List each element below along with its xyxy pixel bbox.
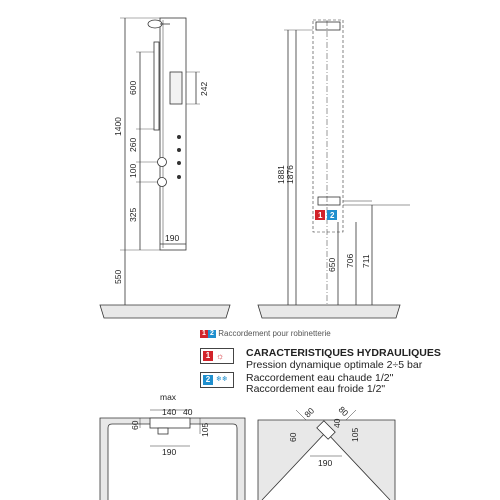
plan-right-dim-80b: 80 [336, 404, 351, 419]
dim-711: 711 [361, 254, 371, 268]
dim-1400: 1400 [113, 117, 123, 136]
dim-190-front: 190 [165, 233, 180, 243]
plan-right-dim-190: 190 [318, 458, 333, 468]
dim-1876: 1876 [285, 165, 295, 184]
note-badge-red: 1 [200, 330, 208, 338]
hot-water-text: Raccordement eau chaude 1/2" [246, 372, 394, 384]
note-badge-blue: 2 [208, 330, 216, 338]
svg-text:2: 2 [330, 211, 335, 220]
shower-column [160, 18, 186, 250]
snowflake-icon: ❄❄ [216, 376, 228, 383]
plan-left-dim-190: 190 [162, 447, 177, 457]
shower-head [148, 20, 162, 28]
plan-left-max-label: max [160, 392, 177, 402]
hot-water-box [200, 348, 234, 364]
dim-325: 325 [128, 207, 138, 222]
plan-right-dim-40: 40 [332, 418, 342, 428]
sun-icon: ☼ [216, 351, 225, 361]
plan-right-dim-80a: 80 [302, 405, 317, 420]
dim-600: 600 [128, 80, 138, 95]
plan-right-dim-60: 60 [288, 432, 298, 442]
control-knob-lower [158, 178, 167, 187]
plan-left-dim-140: 140 [162, 407, 177, 417]
hydraulic-title: CARACTERISTIQUES HYDRAULIQUES [246, 347, 441, 359]
connection-note-text: Raccordement pour robinetterie [218, 329, 331, 338]
svg-text:1: 1 [318, 211, 323, 220]
dim-650: 650 [327, 257, 337, 272]
hot-number-badge: 1 [203, 351, 213, 361]
dim-550: 550 [113, 269, 123, 284]
plan-left-dim-40: 40 [183, 407, 193, 417]
control-knob-upper [158, 158, 167, 167]
shower-tray-front [100, 305, 230, 318]
plan-left-dim-105: 105 [200, 422, 210, 437]
dim-1881: 1881 [276, 165, 286, 184]
plan-right-dim-105: 105 [350, 427, 360, 442]
cold-number-badge: 2 [203, 375, 213, 385]
plan-view-right [258, 410, 395, 500]
shower-tray-side [258, 305, 400, 318]
pressure-text: Pression dynamique optimale 2÷5 bar [246, 359, 423, 371]
dim-706: 706 [345, 253, 355, 268]
connection-note [200, 329, 331, 338]
panel-block [170, 72, 182, 104]
dim-242: 242 [199, 81, 209, 96]
cold-water-box [200, 372, 234, 388]
plan-left-dim-60: 60 [130, 420, 140, 430]
cold-water-text: Raccordement eau froide 1/2" [246, 383, 386, 395]
dim-260: 260 [128, 137, 138, 152]
hand-shower-bar [154, 42, 159, 130]
dim-100: 100 [128, 163, 138, 178]
